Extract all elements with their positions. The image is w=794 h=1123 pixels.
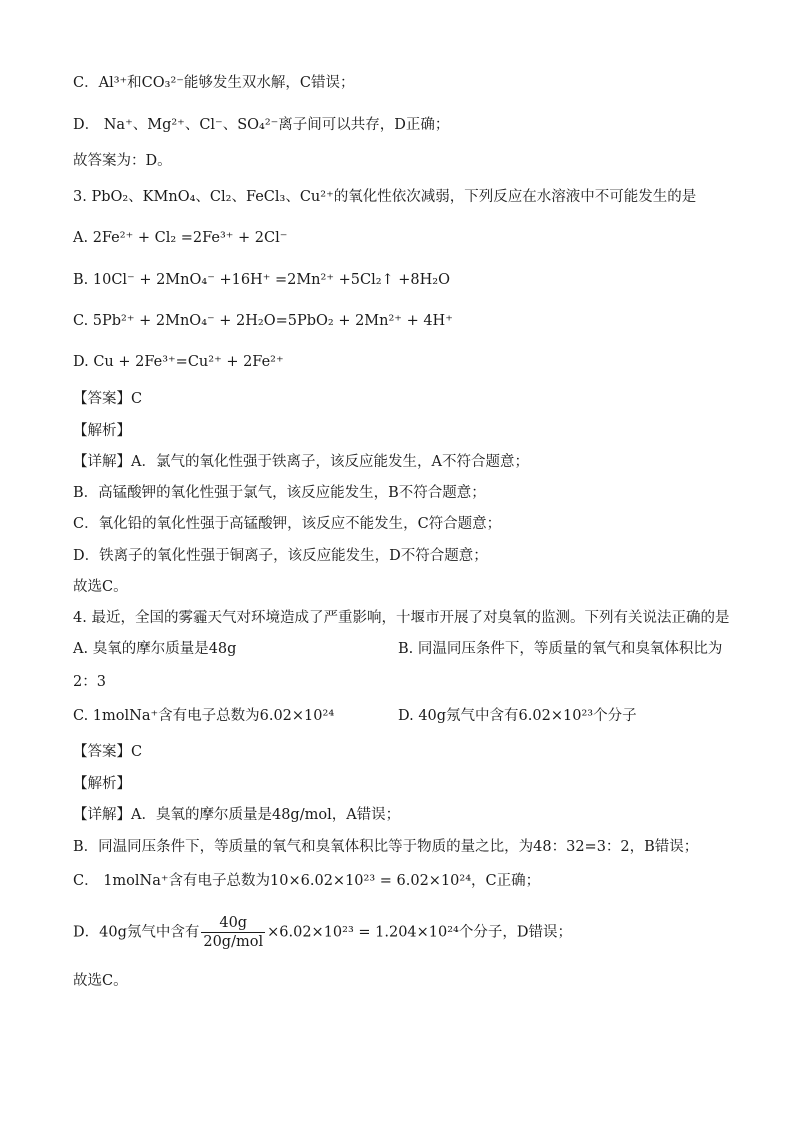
question-4-answer: 【答案】C	[73, 744, 143, 760]
detail-d-prefix: D．40g氖气中含有	[73, 924, 200, 941]
question-3-detail-b: B．高锰酸钾的氧化性强于氯气，该反应能发生，B不符合题意；	[73, 485, 486, 501]
question-3-answer: 【答案】C	[73, 391, 143, 407]
question-4-option-d: D. 40g氖气中含有6.02×10²³个分子	[398, 708, 637, 724]
molar-fraction	[201, 914, 265, 951]
question-4-conclusion: 故选C。	[73, 973, 128, 989]
question-3-conclusion: 故选C。	[73, 579, 128, 595]
question-4-option-b: B. 同温同压条件下，等质量的氧气和臭氧体积比为	[398, 641, 723, 657]
question-4-detail-a: 【详解】A．臭氧的摩尔质量是48g/mol，A错误；	[73, 807, 401, 823]
question-3-detail-a: 【详解】A．氯气的氧化性强于铁离子，该反应能发生，A不符合题意；	[73, 454, 529, 470]
question-4-stem: 4. 最近，全国的雾霾天气对环境造成了严重影响，十堰市开展了对臭氧的监测。下列有关说法正确的是	[73, 610, 730, 626]
question-3-option-a: A. 2Fe²⁺ + Cl₂ =2Fe³⁺ + 2Cl⁻	[73, 230, 288, 246]
question-4-option-a: A. 臭氧的摩尔质量是48g	[73, 641, 237, 657]
question-3-option-d: D. Cu + 2Fe³⁺=Cu²⁺ + 2Fe²⁺	[73, 354, 284, 370]
question-3-analysis-heading: 【解析】	[73, 423, 131, 439]
question-4-option-b-continued: 2：3	[73, 674, 106, 690]
question-3-detail-c: C．氧化铅的氧化性强于高锰酸钾，该反应不能发生，C符合题意；	[73, 516, 502, 532]
answer-previous: 故答案为：D。	[73, 153, 172, 169]
question-4-detail-d	[73, 914, 572, 951]
question-4-detail-b: B．同温同压条件下，等质量的氧气和臭氧体积比等于物质的量之比，为48：32=3：2，B错误；	[73, 839, 699, 855]
option-c-previous: C．Al³⁺和CO₃²⁻能够发生双水解，C错误；	[73, 75, 355, 91]
question-4-option-c: C. 1molNa⁺含有电子总数为6.02×10²⁴	[73, 708, 335, 724]
question-3-option-c: C. 5Pb²⁺ + 2MnO₄⁻ + 2H₂O=5PbO₂ + 2Mn²⁺ + 4H⁺	[73, 313, 453, 329]
fraction-denominator: 20g/mol	[203, 934, 264, 950]
fraction-numerator: 40g	[201, 914, 265, 933]
option-d-previous: D． Na⁺、Mg²⁺、Cl⁻、SO₄²⁻离子间可以共存，D正确；	[73, 117, 450, 133]
question-3-stem: 3. PbO₂、KMnO₄、Cl₂、FeCl₃、Cu²⁺的氧化性依次减弱，下列反应在水溶液中不可能发生的是	[73, 189, 697, 205]
question-3-detail-d: D．铁离子的氧化性强于铜离子，该反应能发生，D不符合题意；	[73, 548, 488, 564]
detail-d-suffix: ×6.02×10²³ = 1.204×10²⁴个分子，D错误；	[267, 924, 572, 941]
question-4-analysis-heading: 【解析】	[73, 776, 131, 792]
question-3-option-b: B. 10Cl⁻ + 2MnO₄⁻ +16H⁺ =2Mn²⁺ +5Cl₂↑ +8H₂O	[73, 272, 450, 288]
question-4-detail-c: C． 1molNa⁺含有电子总数为10×6.02×10²³ = 6.02×10²⁴，C正确；	[73, 873, 541, 889]
